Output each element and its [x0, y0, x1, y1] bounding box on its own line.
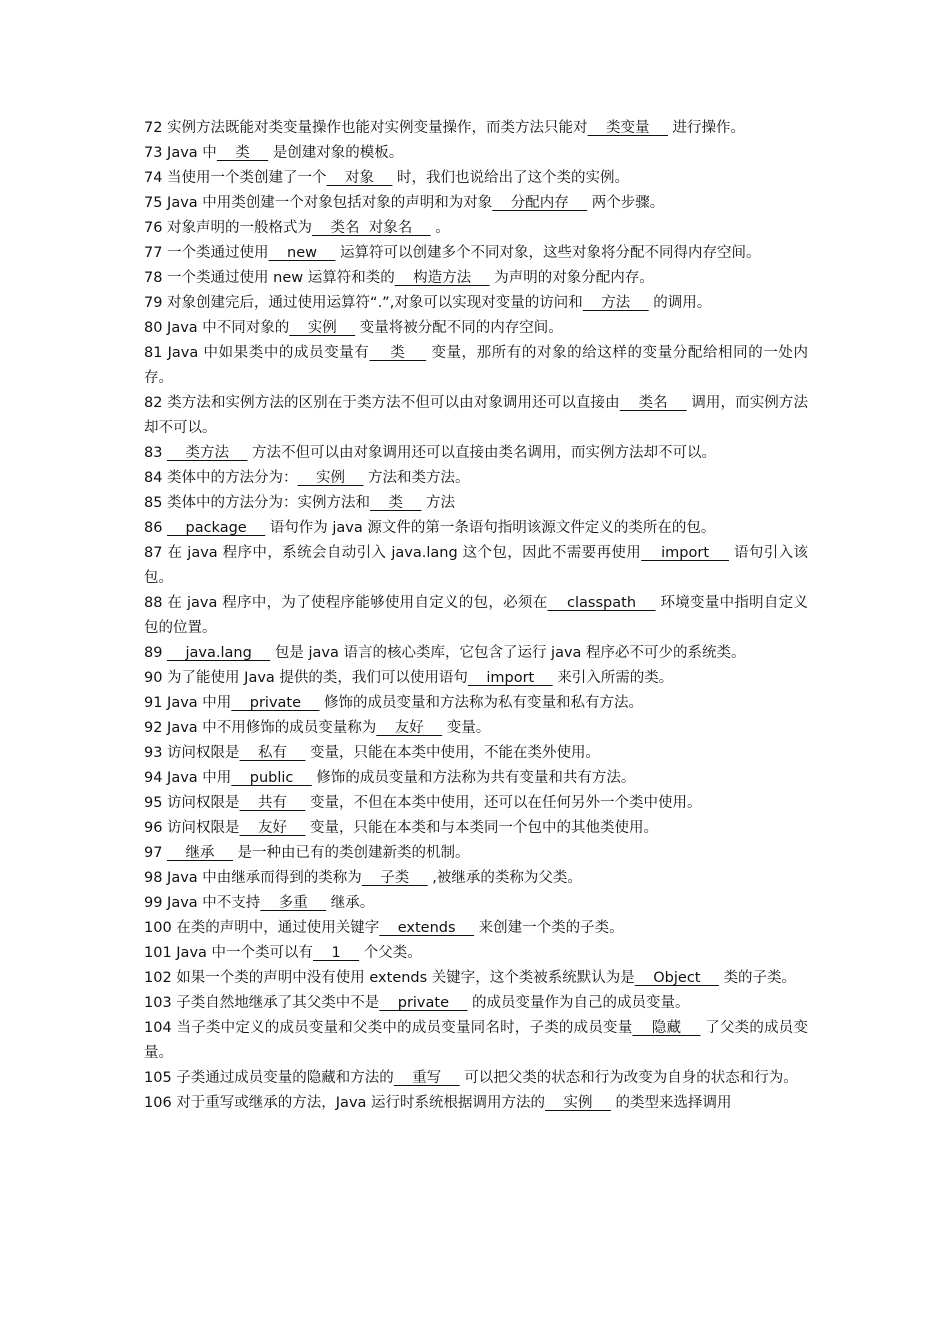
answer-blank: 隐藏: [632, 1020, 701, 1036]
answer-blank: 实例: [297, 470, 364, 486]
question-text: 103 子类自然地继承了其父类中不是: [144, 995, 380, 1011]
question-text-tail: 变量将被分配不同的内存空间。: [355, 320, 563, 336]
answer-blank: 分配内存: [492, 195, 588, 211]
question-76: [144, 216, 808, 241]
question-77: [144, 241, 808, 266]
answer-blank: import: [641, 545, 729, 561]
question-104: [144, 1016, 808, 1066]
question-text: 102 如果一个类的声明中没有使用 extends 关键字，这个类被系统默认为是: [144, 970, 635, 986]
answer-blank: 类名 对象名: [312, 220, 431, 236]
answer-blank: 友好: [376, 720, 443, 736]
answer-blank: 实例: [289, 320, 356, 336]
question-96: [144, 816, 808, 841]
question-79: [144, 291, 808, 316]
question-text-tail: 环境变量中指明自定义包的位置。: [144, 595, 808, 636]
question-text: 90 为了能使用 Java 提供的类，我们可以使用语句: [144, 670, 468, 686]
question-text: 96 访问权限是: [144, 820, 240, 836]
answer-blank: 方法: [582, 295, 649, 311]
answer-blank: 对象: [326, 170, 393, 186]
question-102: [144, 966, 808, 991]
answer-blank: 类变量: [587, 120, 668, 136]
question-94: [144, 766, 808, 791]
question-105: [144, 1066, 808, 1091]
question-text: 79 对象创建完后，通过使用运算符“.”,对象可以实现对变量的访问和: [144, 295, 583, 311]
question-text: 101 Java 中一个类可以有: [144, 945, 314, 961]
question-73: [144, 141, 808, 166]
answer-blank: 重写: [393, 1070, 460, 1086]
question-text-tail: 修饰的成员变量和方法称为私有变量和私有方法。: [319, 695, 644, 711]
question-text-tail: 可以把父类的状态和行为改变为自身的状态和行为。: [459, 1070, 798, 1086]
question-81: [144, 341, 808, 391]
question-92: [144, 716, 808, 741]
question-86: [144, 516, 808, 541]
question-text-tail: 方法和类方法。: [363, 470, 470, 486]
answer-blank: Object: [634, 970, 719, 986]
answer-blank: 类方法: [167, 445, 248, 461]
question-text-tail: 变量，只能在本类中使用，不能在类外使用。: [305, 745, 601, 761]
question-98: [144, 866, 808, 891]
question-text: 104 当子类中定义的成员变量和父类中的成员变量同名时，子类的成员变量: [144, 1020, 633, 1036]
question-text: 74 当使用一个类创建了一个: [144, 170, 327, 186]
answer-blank: package: [167, 520, 266, 536]
question-text-tail: ,被继承的类称为父类。: [427, 870, 582, 886]
question-text-tail: 来创建一个类的子类。: [473, 920, 624, 936]
answer-blank: java.lang: [167, 645, 271, 661]
answer-blank: 继承: [167, 845, 233, 861]
question-text-tail: 了父类的成员变量。: [144, 1020, 809, 1061]
answer-blank: private: [231, 695, 320, 711]
answer-blank: 多重: [260, 895, 327, 911]
answer-blank: public: [231, 770, 312, 786]
question-89: [144, 641, 808, 666]
answer-blank: 共有: [239, 795, 306, 811]
question-text: 92 Java 中不用修饰的成员变量称为: [144, 720, 377, 736]
question-text: 76 对象声明的一般格式为: [144, 220, 313, 236]
document-body: [144, 116, 808, 1116]
question-text: 78 一个类通过使用 new 运算符和类的: [144, 270, 395, 286]
answer-blank: 1: [313, 945, 360, 961]
question-text-tail: 语句作为 java 源文件的第一条语句指明该源文件定义的类所在的包。: [265, 520, 716, 536]
question-text-tail: 类的子类。: [718, 970, 797, 986]
answer-blank: 子类: [361, 870, 428, 886]
question-text: 84 类体中的方法分为：: [144, 470, 298, 486]
question-100: [144, 916, 808, 941]
question-text: 85 类体中的方法分为：实例方法和: [144, 495, 371, 511]
question-text-tail: 方法不但可以由对象调用还可以直接由类名调用，而实例方法却不可以。: [247, 445, 717, 461]
question-83: [144, 441, 808, 466]
question-text-tail: 的类型来选择调用: [610, 1095, 732, 1111]
question-text: 106 对于重写或继承的方法，Java 运行时系统根据调用方法的: [144, 1095, 546, 1111]
question-text-tail: 两个步骤。: [587, 195, 665, 211]
question-text-tail: 个父类。: [359, 945, 422, 961]
answer-blank: 构造方法: [394, 270, 490, 286]
question-text-tail: 为声明的对象分配内存。: [489, 270, 654, 286]
question-text-tail: 修饰的成员变量和方法称为共有变量和共有方法。: [311, 770, 636, 786]
question-80: [144, 316, 808, 341]
question-text-tail: 是一种由已有的类创建新类的机制。: [232, 845, 470, 861]
answer-blank: import: [467, 670, 553, 686]
question-text: 94 Java 中用: [144, 770, 232, 786]
question-103: [144, 991, 808, 1016]
question-text: 88 在 java 程序中，为了使程序能够使用自定义的包，必须在: [144, 595, 548, 611]
answer-blank: extends: [379, 920, 474, 936]
question-91: [144, 691, 808, 716]
question-text: 77 一个类通过使用: [144, 245, 269, 261]
question-97: [144, 841, 808, 866]
question-text-tail: 来引入所需的类。: [552, 670, 674, 686]
question-text: 93 访问权限是: [144, 745, 240, 761]
question-text-tail: 调用，而实例方法却不可以。: [144, 395, 809, 436]
question-74: [144, 166, 808, 191]
question-101: [144, 941, 808, 966]
question-text: 100 在类的声明中，通过使用关键字: [144, 920, 380, 936]
answer-blank: 实例: [545, 1095, 611, 1111]
question-88: [144, 591, 808, 641]
answer-blank: classpath: [547, 595, 656, 611]
question-text-tail: 语句引入该包。: [144, 545, 808, 586]
question-106: [144, 1091, 808, 1116]
answer-blank: private: [379, 995, 468, 1011]
question-72: [144, 116, 808, 141]
question-text-tail: 进行操作。: [667, 120, 746, 136]
question-text-tail: 方法: [421, 495, 456, 511]
answer-blank: 私有: [239, 745, 306, 761]
question-99: [144, 891, 808, 916]
question-text: 95 访问权限是: [144, 795, 240, 811]
question-78: [144, 266, 808, 291]
question-text-tail: 的成员变量作为自己的成员变量。: [467, 995, 690, 1011]
question-text: 97: [144, 845, 168, 861]
question-text-tail: 继承。: [326, 895, 375, 911]
question-87: [144, 541, 808, 591]
question-text: 75 Java 中用类创建一个对象包括对象的声明和为对象: [144, 195, 493, 211]
answer-blank: new: [268, 245, 336, 261]
question-text: 98 Java 中由继承而得到的类称为: [144, 870, 362, 886]
question-text-tail: 。: [430, 220, 450, 236]
question-text: 89: [144, 645, 168, 661]
question-90: [144, 666, 808, 691]
question-text: 73 Java 中: [144, 145, 217, 161]
question-text-tail: 时，我们也说给出了这个类的实例。: [392, 170, 630, 186]
question-text: 72 实例方法既能对类变量操作也能对实例变量操作，而类方法只能对: [144, 120, 588, 136]
answer-blank: 类: [369, 345, 427, 361]
question-text: 83: [144, 445, 168, 461]
answer-blank: 类: [370, 495, 422, 511]
question-text: 87 在 java 程序中，系统会自动引入 java.lang 这个包，因此不需要再使用: [144, 545, 642, 561]
question-75: [144, 191, 808, 216]
question-text-tail: 变量，只能在本类和与本类同一个包中的其他类使用。: [305, 820, 659, 836]
answer-blank: 类: [216, 145, 269, 161]
question-text: 99 Java 中不支持: [144, 895, 261, 911]
question-text: 82 类方法和实例方法的区别在于类方法不但可以由对象调用还可以直接由: [144, 395, 620, 411]
question-text-tail: 变量，不但在本类中使用，还可以在任何另外一个类中使用。: [305, 795, 702, 811]
question-text: 86: [144, 520, 168, 536]
question-text-tail: 变量。: [442, 720, 491, 736]
question-text: 105 子类通过成员变量的隐藏和方法的: [144, 1070, 394, 1086]
question-text-tail: 是创建对象的模板。: [268, 145, 404, 161]
answer-blank: 友好: [239, 820, 306, 836]
question-93: [144, 741, 808, 766]
question-84: [144, 466, 808, 491]
question-82: [144, 391, 808, 441]
question-text: 81 Java 中如果类中的成员变量有: [144, 345, 370, 361]
question-text: 80 Java 中不同对象的: [144, 320, 290, 336]
question-95: [144, 791, 808, 816]
question-text-tail: 变量，那所有的对象的给这样的变量分配给相同的一处内存。: [144, 345, 809, 386]
question-85: [144, 491, 808, 516]
question-text-tail: 包是 java 语言的核心类库，它包含了运行 java 程序必不可少的系统类。: [270, 645, 746, 661]
question-text-tail: 运算符可以创建多个不同对象，这些对象将分配不同得内存空间。: [335, 245, 761, 261]
question-text: 91 Java 中用: [144, 695, 232, 711]
answer-blank: 类名: [619, 395, 687, 411]
question-text-tail: 的调用。: [648, 295, 712, 311]
